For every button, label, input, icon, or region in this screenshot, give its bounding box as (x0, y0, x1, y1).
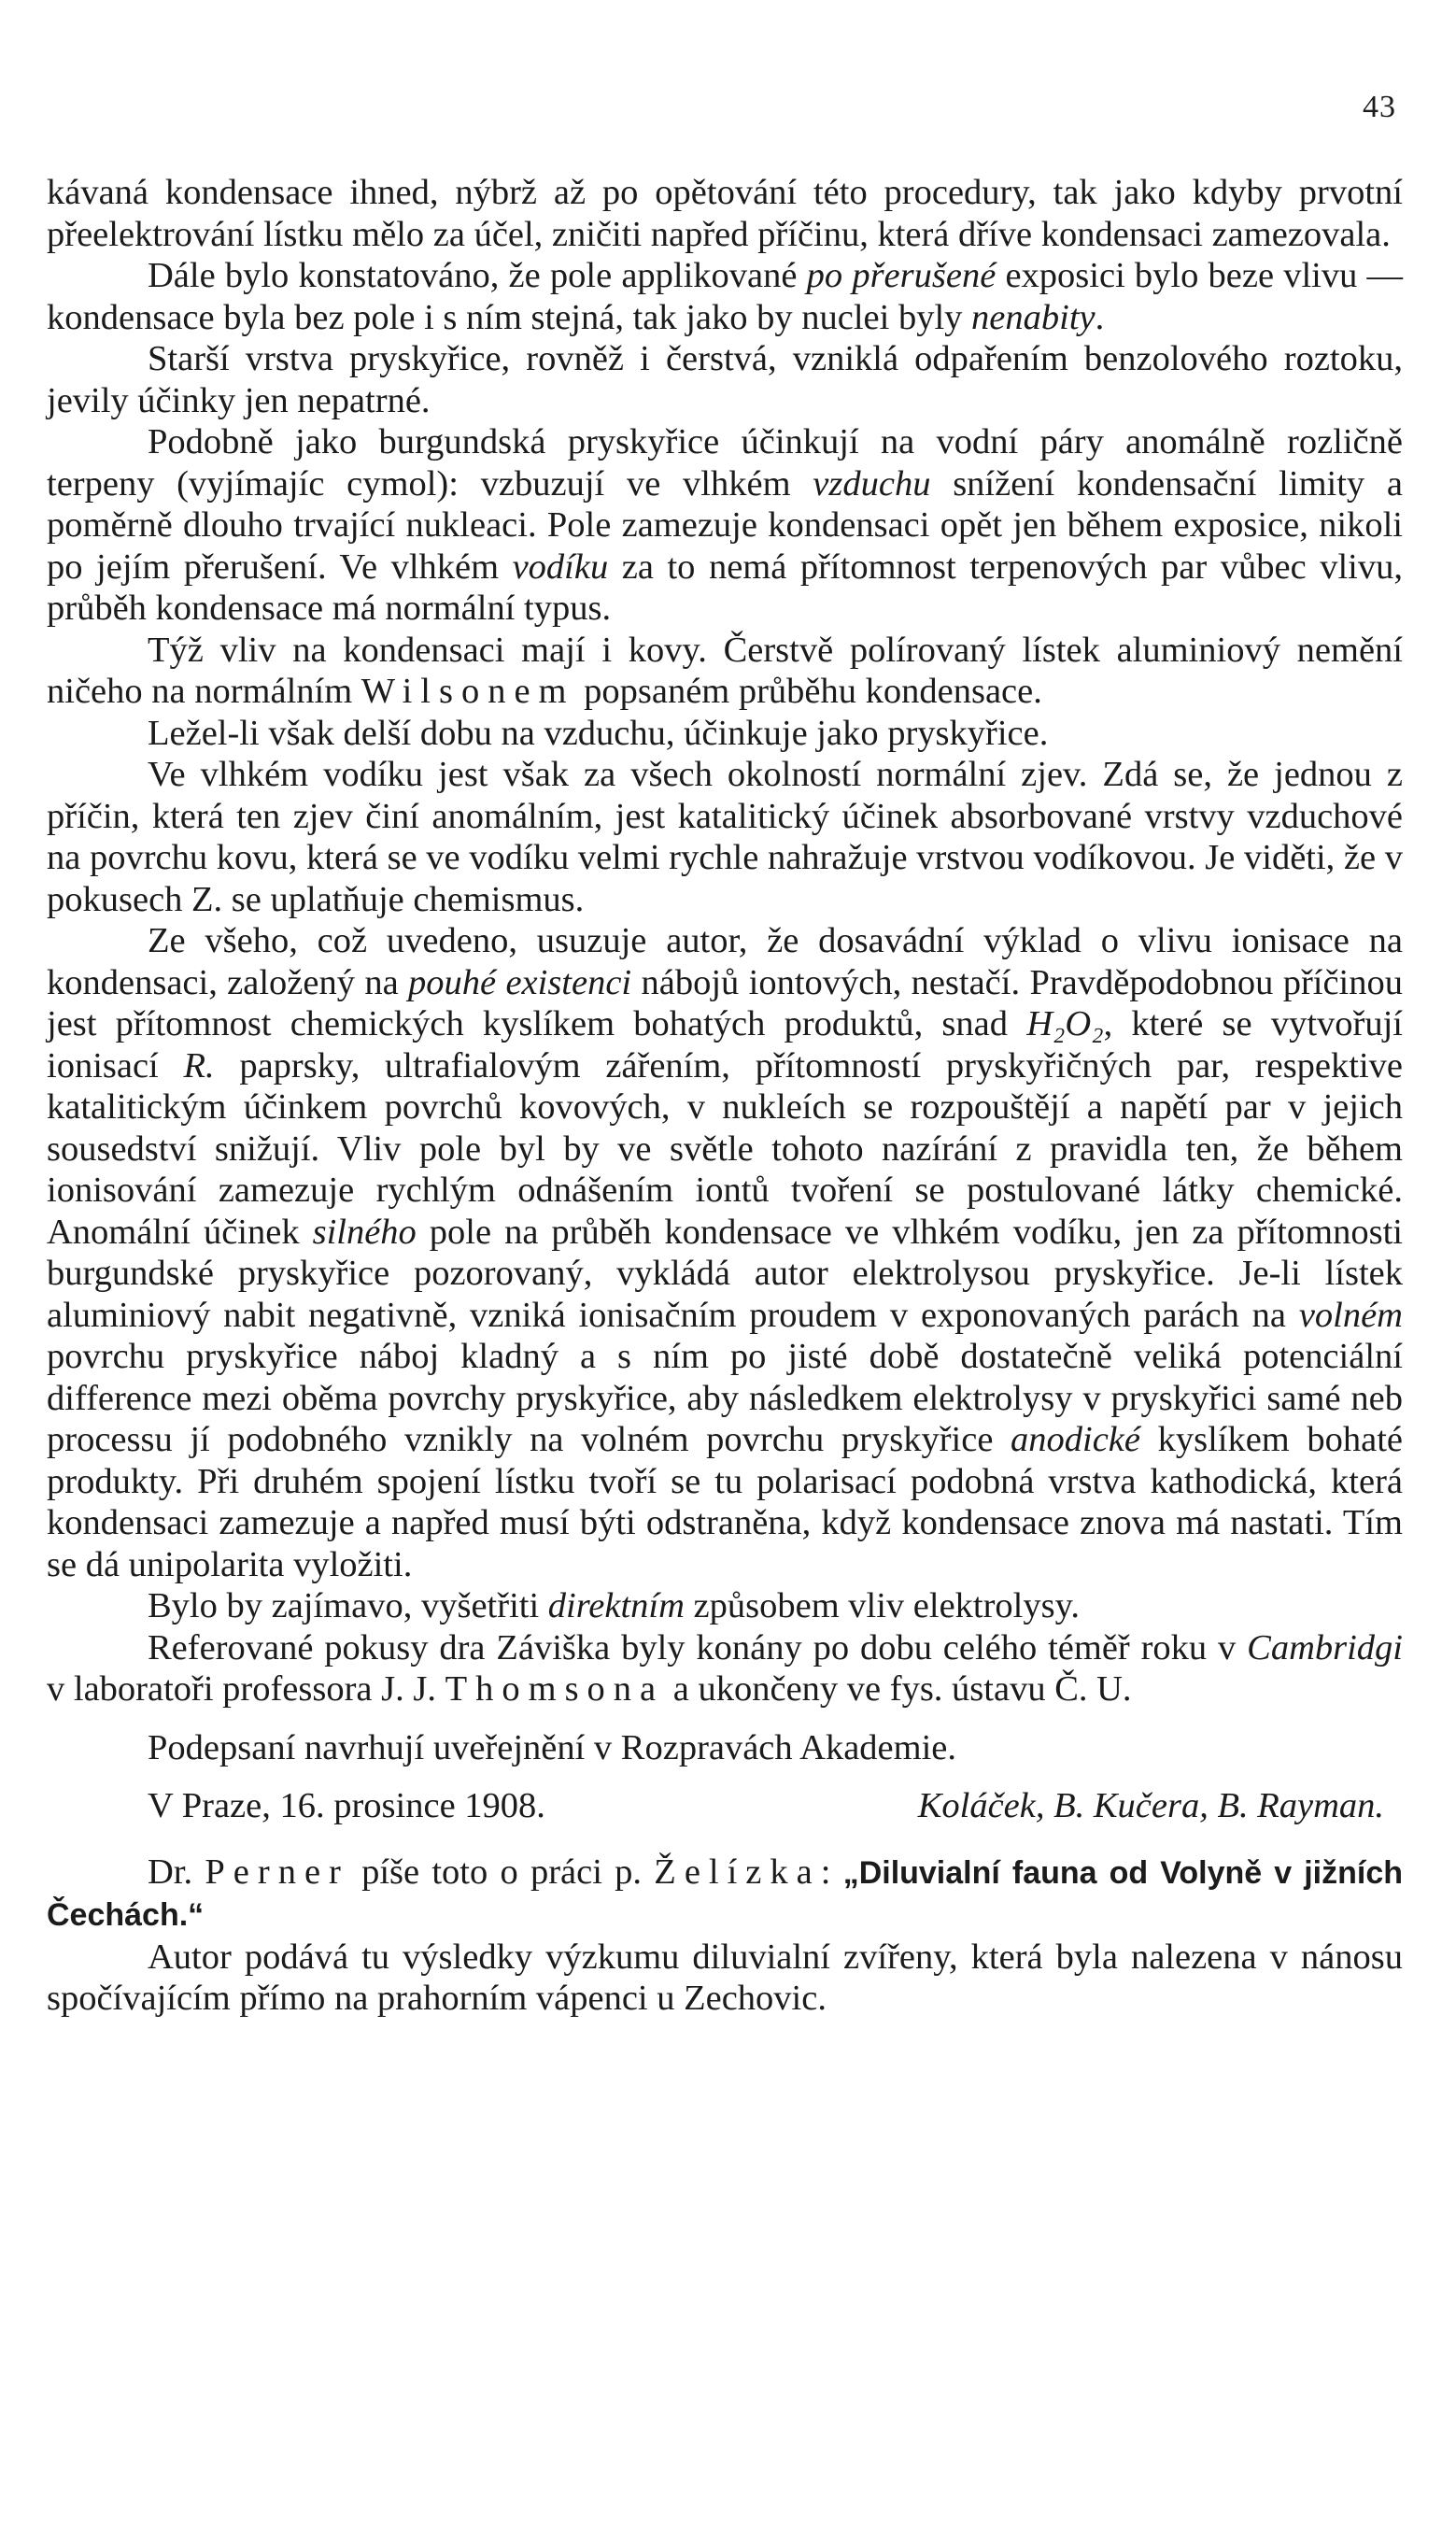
paragraph-5 (47, 630, 1403, 713)
text-run: popsaném průběhu kondensace. (574, 672, 1042, 711)
text-run: za to nemá přítomnost terpenových par vůbec vlivu, průběh kondensace má normální typus. (47, 546, 1403, 628)
paragraph-4 (47, 421, 1403, 630)
text-run: pole na průběh kondensace ve vlhkém vodíku, jen za přítomnosti burgundské pryskyřice pozorovaný, vykládá autor elektrolysou pryskyřice. Je-li lístek aluminiový nabit negativně, vzniká ionisačním proudem v exponovaných parách na (47, 1212, 1403, 1335)
paragraph-2 (47, 255, 1403, 338)
paragraph-11: Podepsaní navrhují uveřejnění v Rozpravách Akademie. (148, 1727, 956, 1767)
text-run: snížení kondensační limity a poměrně dlouho trvající nukleaci. Pole zamezuje kondensaci opět jen během exposice, nikoli po jejím přerušení. Ve vlhkém (47, 463, 1403, 587)
signatories: Koláček, B. Kučera, B. Rayman. (917, 1786, 1384, 1825)
text-run: exposici bylo beze vlivu — kondensace byla bez pole i s ním stejná, tak jako by nuclei byly (47, 256, 1404, 337)
page-number: 43 (1363, 90, 1396, 124)
emphasis: R. (183, 1045, 215, 1086)
emphasis: pouhé existenci (408, 962, 632, 1002)
text-run: kyslíkem bohaté produkty. Při druhém spojení lístku tvoří se tu polarisací podobná vrstva kathodická, která kondensaci zamezuje a napřed musí býti odstraněna, když kondensace znova má nastati. Tím se dá unipolarita vyložiti. (47, 1420, 1403, 1584)
emphasis: Cambridgi (1247, 1627, 1403, 1667)
body-text (47, 172, 1403, 2020)
text-run: Dále bylo konstatováno, že pole applikované (148, 256, 807, 295)
paragraph-7: Ve vlhkém vodíku jest však za všech okolností normální zjev. Zdá se, že jednou z příčin, která ten zjev činí anomálním, jest katalitický účinek absorbované vrstvy vzduchové na povrchu kovu, která se ve vodíku velmi rychle nahražuje vrstvou vodíkovou. Je viděti, že v pokusech Z. se uplatňuje chemismus. (47, 755, 1403, 919)
emphasis: silného (312, 1212, 417, 1252)
emphasis: po přerušené (806, 256, 997, 295)
spaced-name: Wilsonem (360, 672, 575, 711)
formula: H₂O₂ (1026, 1004, 1104, 1043)
emphasis: vodíku (512, 546, 609, 587)
text-run: píše toto o práci p. (348, 1852, 655, 1892)
text-run: v laboratoři professora J. J. (47, 1669, 445, 1709)
paragraph-1 (47, 172, 1403, 255)
text-run: . (1095, 297, 1105, 337)
text-run: Týž vliv na kondensaci mají i kovy. Čerstvě polírovaný lístek aluminiový nemění ničeho na normálním (47, 630, 1403, 711)
emphasis: vzduchu (813, 463, 931, 504)
text-run: Ze všeho, což uvedeno, usuzuje autor, že dosavádní výklad o vlivu ionisace na kondensaci, založený na (47, 921, 1403, 1002)
text-run: a ukončeny ve fys. ústavu Č. U. (664, 1669, 1132, 1709)
place-date: V Praze, 16. prosince 1908. (148, 1786, 545, 1825)
text-run: povrchu pryskyřice náboj kladný a s ním po jisté době dostatečně veliká potenciální difference mezi oběma povrchy pryskyřice, aby následkem elektrolysy v pryskyřici samé neb processu jí podobného vznikly na volném povrchu pryskyřice (47, 1337, 1403, 1459)
text-run: , které se vytvořují ionisací (47, 1004, 1403, 1086)
paragraph-9 (47, 1585, 1403, 1627)
emphasis: volném (1298, 1295, 1403, 1335)
paragraph-8 (47, 920, 1403, 1585)
work-title: „Diluvialní fauna od Volyně v jižních Čechách.“ (47, 1854, 1404, 1933)
signature-line (47, 1785, 1403, 1827)
text-run: kávaná kondensace ihned, nýbrž až po opětování této procedury, tak jako kdyby prvotní přeelektrování lístku mělo za účel, zničiti napřed příčinu, která dříve kondensaci zamezovala. (47, 173, 1403, 254)
text-run: nábojů iontových, nestačí. Pravděpodobnou příčinou jest přítomnost chemických kyslíkem bohatých produktů, snad (47, 962, 1404, 1043)
text-run: Dr. (148, 1852, 205, 1892)
text-run: způsobem vliv elektrolysy. (684, 1586, 1080, 1625)
text-run: Bylo by zajímavo, vyšetřiti (148, 1586, 548, 1625)
perner-heading (47, 1852, 1403, 1937)
spaced-name: Perner (205, 1852, 349, 1892)
text-run: Referované pokusy dra Záviška byly konány po dobu celého téměř roku v (148, 1627, 1248, 1667)
spaced-name: Thomsona (445, 1669, 665, 1709)
paragraph-10 (47, 1627, 1403, 1710)
paragraph-6: Ležel-li však delší dobu na vzduchu, účinkuje jako pryskyřice. (148, 713, 1049, 753)
emphasis: nenabity (971, 297, 1096, 337)
text-run: : (820, 1852, 843, 1892)
spaced-name: Želízka (654, 1852, 821, 1892)
text-run: paprsky, ultrafialovým zářením, přítomností pryskyřičných par, respektive katalitickým účinkem povrchů kovových, v nukleích se rozpouštějí a napětí par v jejich sousedství snižují. Vliv pole byl by ve světle tohoto nazírání z pravidla ten, že během ionisování zamezuje rychlým odnášením iontů tvoření se postulované látky chemické. Anomální účinek (47, 1045, 1403, 1252)
paragraph-3: Starší vrstva pryskyřice, rovněž i čerstvá, vzniklá odpařením benzolového roztoku, jevily účinky jen nepatrné. (47, 339, 1403, 420)
emphasis: direktním (547, 1586, 685, 1625)
text-run: Podobně jako burgundská pryskyřice účinkují na vodní páry anomálně rozličně terpeny (vyjímajíc cymol): vzbuzují ve vlhkém (47, 422, 1403, 504)
emphasis: anodické (1011, 1420, 1140, 1459)
paragraph-12: Autor podává tu výsledky výzkumu diluvialní zvířeny, která byla nalezena v nánosu spočívajícím přímo na prahorním vápenci u Zechovic. (47, 1937, 1403, 2018)
